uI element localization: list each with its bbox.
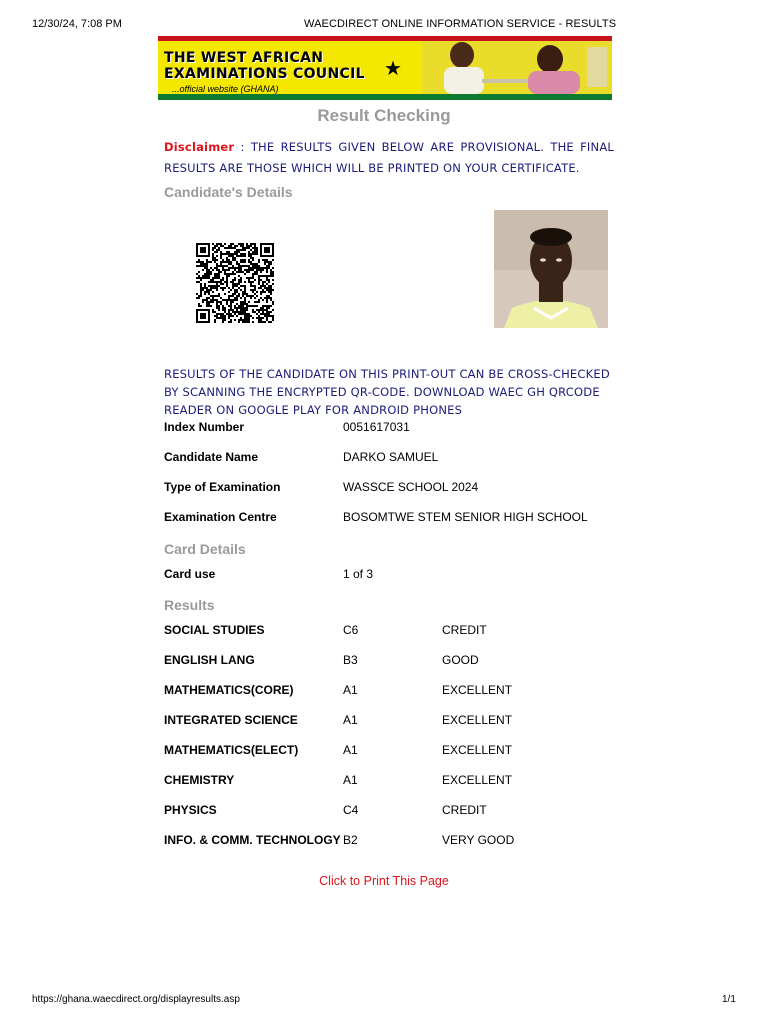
result-grade: B3: [343, 653, 358, 667]
result-remark: EXCELLENT: [442, 743, 513, 757]
result-grade: C6: [343, 623, 359, 637]
exam-type-label: Type of Examination: [164, 480, 281, 494]
students-illustration: [422, 41, 612, 94]
card-use-label: Card use: [164, 567, 216, 581]
result-grade: A1: [343, 743, 358, 757]
exam-type-value: WASSCE SCHOOL 2024: [343, 480, 479, 494]
page-title: Result Checking: [317, 106, 451, 125]
disclaimer-separator: :: [234, 140, 251, 154]
result-subject: INTEGRATED SCIENCE: [164, 713, 298, 727]
result-subject: SOCIAL STUDIES: [164, 623, 265, 637]
disclaimer-notice: [164, 137, 614, 179]
print-page-link[interactable]: Click to Print This Page: [319, 874, 449, 888]
result-grade: A1: [343, 713, 358, 727]
index-number-value: 0051617031: [343, 420, 410, 434]
result-subject: PHYSICS: [164, 803, 217, 817]
result-remark: GOOD: [442, 653, 479, 667]
banner-title-line1: THE WEST AFRICAN: [164, 50, 324, 66]
banner-green-stripe: [158, 94, 612, 100]
result-remark: CREDIT: [442, 803, 487, 817]
waec-banner: [158, 36, 612, 100]
result-subject: CHEMISTRY: [164, 773, 235, 787]
qr-code: [196, 243, 274, 323]
result-grade: A1: [343, 773, 358, 787]
results-heading: Results: [164, 597, 215, 613]
disclaimer-label: Disclaimer: [164, 140, 235, 154]
result-subject: INFO. & COMM. TECHNOLOGY: [164, 833, 341, 847]
candidate-name-value: DARKO SAMUEL: [343, 450, 439, 464]
candidate-details-heading: Candidate's Details: [164, 184, 293, 200]
exam-centre-label: Examination Centre: [164, 510, 277, 524]
candidate-photo: [494, 210, 608, 328]
result-subject: MATHEMATICS(CORE): [164, 683, 294, 697]
print-footer-url: https://ghana.waecdirect.org/displayresults.asp: [32, 994, 240, 1005]
print-page-number: 1/1: [722, 994, 736, 1005]
result-remark: EXCELLENT: [442, 773, 513, 787]
card-use-value: 1 of 3: [343, 567, 374, 581]
banner-title-line2: EXAMINATIONS COUNCIL: [164, 66, 365, 82]
result-grade: B2: [343, 833, 358, 847]
banner-subtitle: ...official website (GHANA): [172, 84, 279, 94]
candidate-name-label: Candidate Name: [164, 450, 259, 464]
card-details-heading: Card Details: [164, 541, 246, 557]
result-subject: ENGLISH LANG: [164, 653, 255, 667]
result-grade: C4: [343, 803, 359, 817]
print-document-title: WAECDIRECT ONLINE INFORMATION SERVICE - RESULTS: [304, 18, 617, 30]
print-datetime: 12/30/24, 7:08 PM: [32, 18, 122, 30]
result-remark: CREDIT: [442, 623, 487, 637]
index-number-label: Index Number: [164, 420, 245, 434]
result-grade: A1: [343, 683, 358, 697]
disclaimer-text: THE RESULTS GIVEN BELOW ARE PROVISIONAL. THE FINAL RESULTS ARE THOSE WHICH WILL BE PRINTED ON YOUR CERTIFICATE.: [164, 140, 615, 175]
exam-centre-value: BOSOMTWE STEM SENIOR HIGH SCHOOL: [343, 510, 588, 524]
black-star-icon: ★: [384, 58, 402, 80]
result-remark: EXCELLENT: [442, 683, 513, 697]
qr-verification-note: RESULTS OF THE CANDIDATE ON THIS PRINT-OUT CAN BE CROSS-CHECKED BY SCANNING THE ENCRYPTED QR-CODE. DOWNLOAD WAEC GH QRCODE READER ON GOOGLE PLAY FOR ANDROID PHONES: [164, 367, 610, 417]
result-remark: VERY GOOD: [442, 833, 515, 847]
result-remark: EXCELLENT: [442, 713, 513, 727]
result-subject: MATHEMATICS(ELECT): [164, 743, 299, 757]
